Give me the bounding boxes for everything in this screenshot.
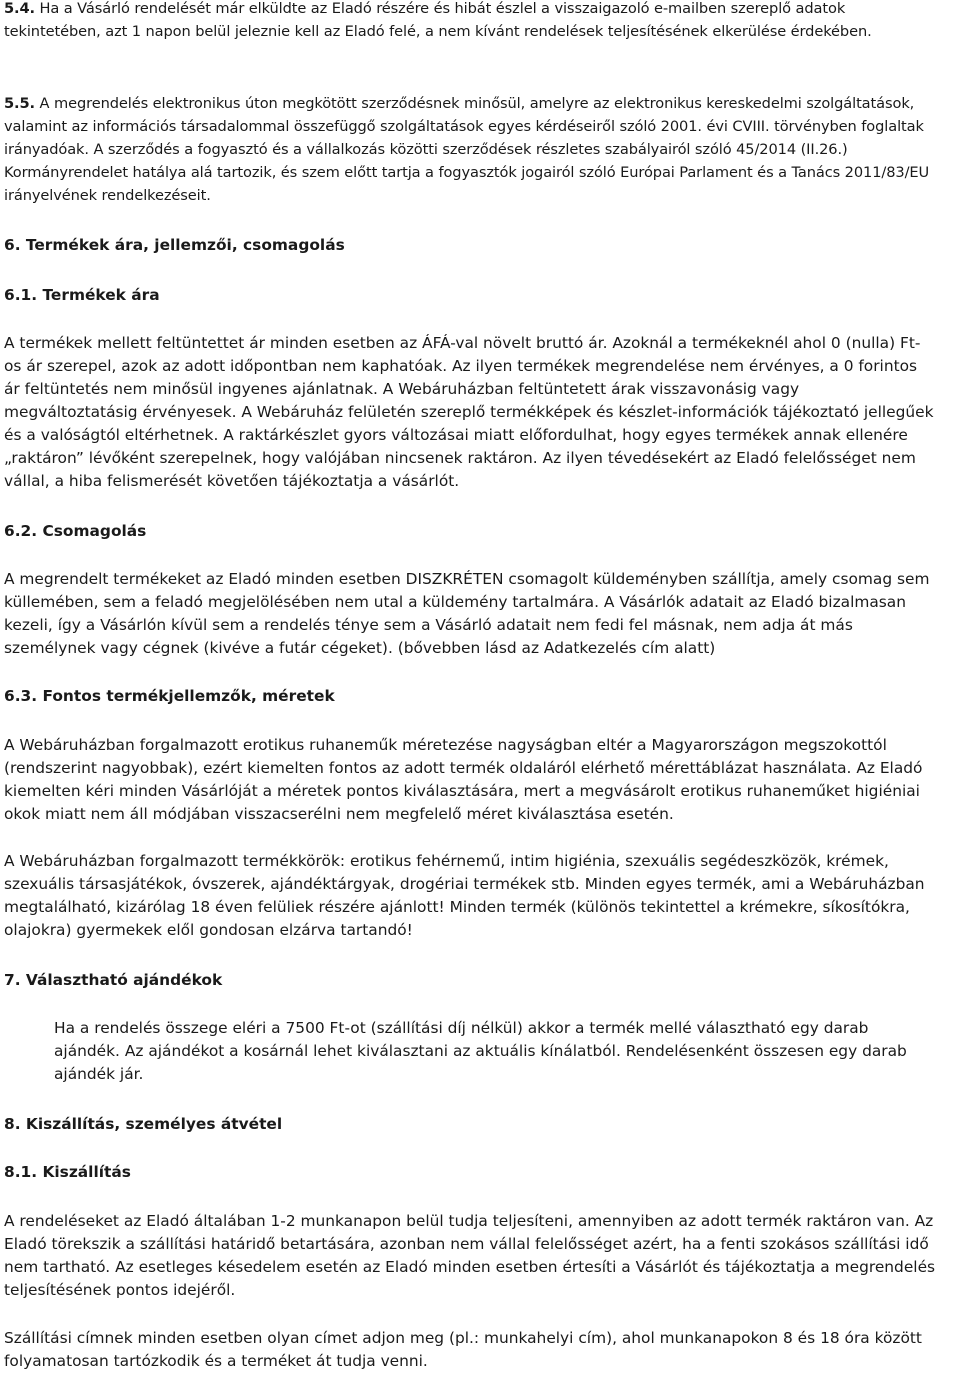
heading-6-3: 6.3. Fontos termékjellemzők, méretek xyxy=(4,687,335,705)
paragraph-6-3-sizes: A Webáruházban forgalmazott erotikus ruhaneműk méretezése nagyságban eltér a Magyarországon megszokottól (rendszerint nagyobbak), ezért kiemelten fontos az adott termék oldaláról elérhető mérettáblázat használata. Az Eladó kiemelten kéri minden Vásárlóját a méretek pontos kiválasztására, mert a megvásárolt erotikus ruhaneműket higiéniai okok miatt nem áll módjában visszacserélni nem megfelelő méret kiválasztása esetén. xyxy=(4,736,923,823)
section-text: Ha a Vásárló rendelését már elküldte az Eladó részére és hibát észlel a visszaigazoló e-mailben szereplő adatok tekintetében, azt 1 napon belül jeleznie kell az Eladó felé, a nem kívánt rendelések teljesítésének elkerülése érdekében. xyxy=(4,0,872,40)
heading-6-2: 6.2. Csomagolás xyxy=(4,522,147,540)
paragraph-6-3-categories: A Webáruházban forgalmazott termékkörök: erotikus fehérnemű, intim higiénia, szexuális segédeszközök, krémek, szexuális társasjátékok, óvszerek, ajándéktárgyak, drogériai termékek stb. Minden egyes termék, ami a Webáruházban megtalálható, kizárólag 18 éven felüliek részére ajánlott! Minden termék (különös tekintettel a krémekre, síkosítókra, olajokra) gyermekek elől gondosan elzárva tartandó! xyxy=(4,852,925,939)
heading-7: 7. Választható ajándékok xyxy=(4,971,223,989)
heading-6: 6. Termékek ára, jellemzői, csomagolás xyxy=(4,236,345,254)
paragraph-8-1-delivery: A rendeléseket az Eladó általában 1-2 munkanapon belül tudja teljesíteni, amennyiben az adott termék raktáron van. Az Eladó törekszik a szállítási határidő betartására, azonban nem vállal felelősséget azért, ha a fenti szokásos szállítási idő nem tartható. Az esetleges késedelem esetén az Eladó minden esetben értesíti a Vásárlót és tájékoztatja a megrendelés teljesítésének pontos idejéről. xyxy=(4,1212,936,1299)
paragraph-6-1: A termékek mellett feltüntettet ár minden esetben az ÁFÁ-val növelt bruttó ár. Azoknál a termékeknél ahol 0 (nulla) Ft-os ár szerepel, azok az adott időpontban nem kaphatóak. Az ilyen termékek megrendelése nem érvényes, a 0 forintos ár feltüntetés nem minősül ingyenes ajánlatnak. A Webáruházban feltüntetett árak visszavonásig vagy megváltoztatásig érvényesek. A Webáruház felületén szereplő termékképek és készlet-információk tájékoztató jellegűek és a valóságtól eltérhetnek. A raktárkészlet gyors változásai miatt előfordulhat, hogy egyes termékek annak ellenére „raktáron” lévőként szerepelnek, hogy valójában nincsenek raktáron. Az ilyen tévedésekért az Eladó felelősséget nem vállal, a hiba felismerését követően tájékoztatja a vásárlót. xyxy=(4,334,934,490)
section-text: A megrendelés elektronikus úton megkötött szerződésnek minősül, amelyre az elektronikus kereskedelmi szolgáltatások, valamint az információs társadalommal összefüggő szolgáltatások egyes kérdéseiről szóló 2001. évi CVIII. törvényben foglaltak irányadóak. A szerződés a fogyasztó és a vállalkozás közötti szerződések részletes szabályairól szóló 45/2014 (II.26.) Kormányrendelet hatálya alá tartozik, és szem előtt tartja a fogyasztók jogairól szóló Európai Parlament és a Tanács 2011/83/EU irányelvének rendelkezéseit. xyxy=(4,95,930,204)
paragraph-8-1-address: Szállítási címnek minden esetben olyan címet adjon meg (pl.: munkahelyi cím), ahol munkanapokon 8 és 18 óra között folyamatosan tartózkodik és a terméket át tudja venni. xyxy=(4,1329,922,1370)
section-number: 5.4. xyxy=(4,0,35,17)
heading-8: 8. Kiszállítás, személyes átvétel xyxy=(4,1115,283,1133)
section-number: 5.5. xyxy=(4,95,35,112)
paragraph-7: Ha a rendelés összege eléri a 7500 Ft-ot (szállítási díj nélkül) akkor a termék mellé választható egy darab ajándék. Az ajándékot a kosárnál lehet kiválasztani az aktuális kínálatból. Rendelésenként összesen egy darab ajándék jár. xyxy=(54,1019,907,1083)
section-5-4 xyxy=(4,0,934,43)
paragraph-6-2: A megrendelt termékeket az Eladó minden esetben DISZKRÉTEN csomagolt küldeményben szállítja, amely csomag sem küllemében, sem a feladó megjelölésében nem utal a küldemény tartalmára. A Vásárlók adatait az Eladó bizalmasan kezeli, így a Vásárlón kívül sem a rendelés ténye sem a Vásárló adatait nem fedi fel másnak, nem adja át más személynek vagy cégnek (kivéve a futár cégeket). (bővebben lásd az Adatkezelés cím alatt) xyxy=(4,570,930,657)
heading-6-1: 6.1. Termékek ára xyxy=(4,286,160,304)
section-5-5 xyxy=(4,92,944,207)
heading-8-1: 8.1. Kiszállítás xyxy=(4,1163,131,1181)
